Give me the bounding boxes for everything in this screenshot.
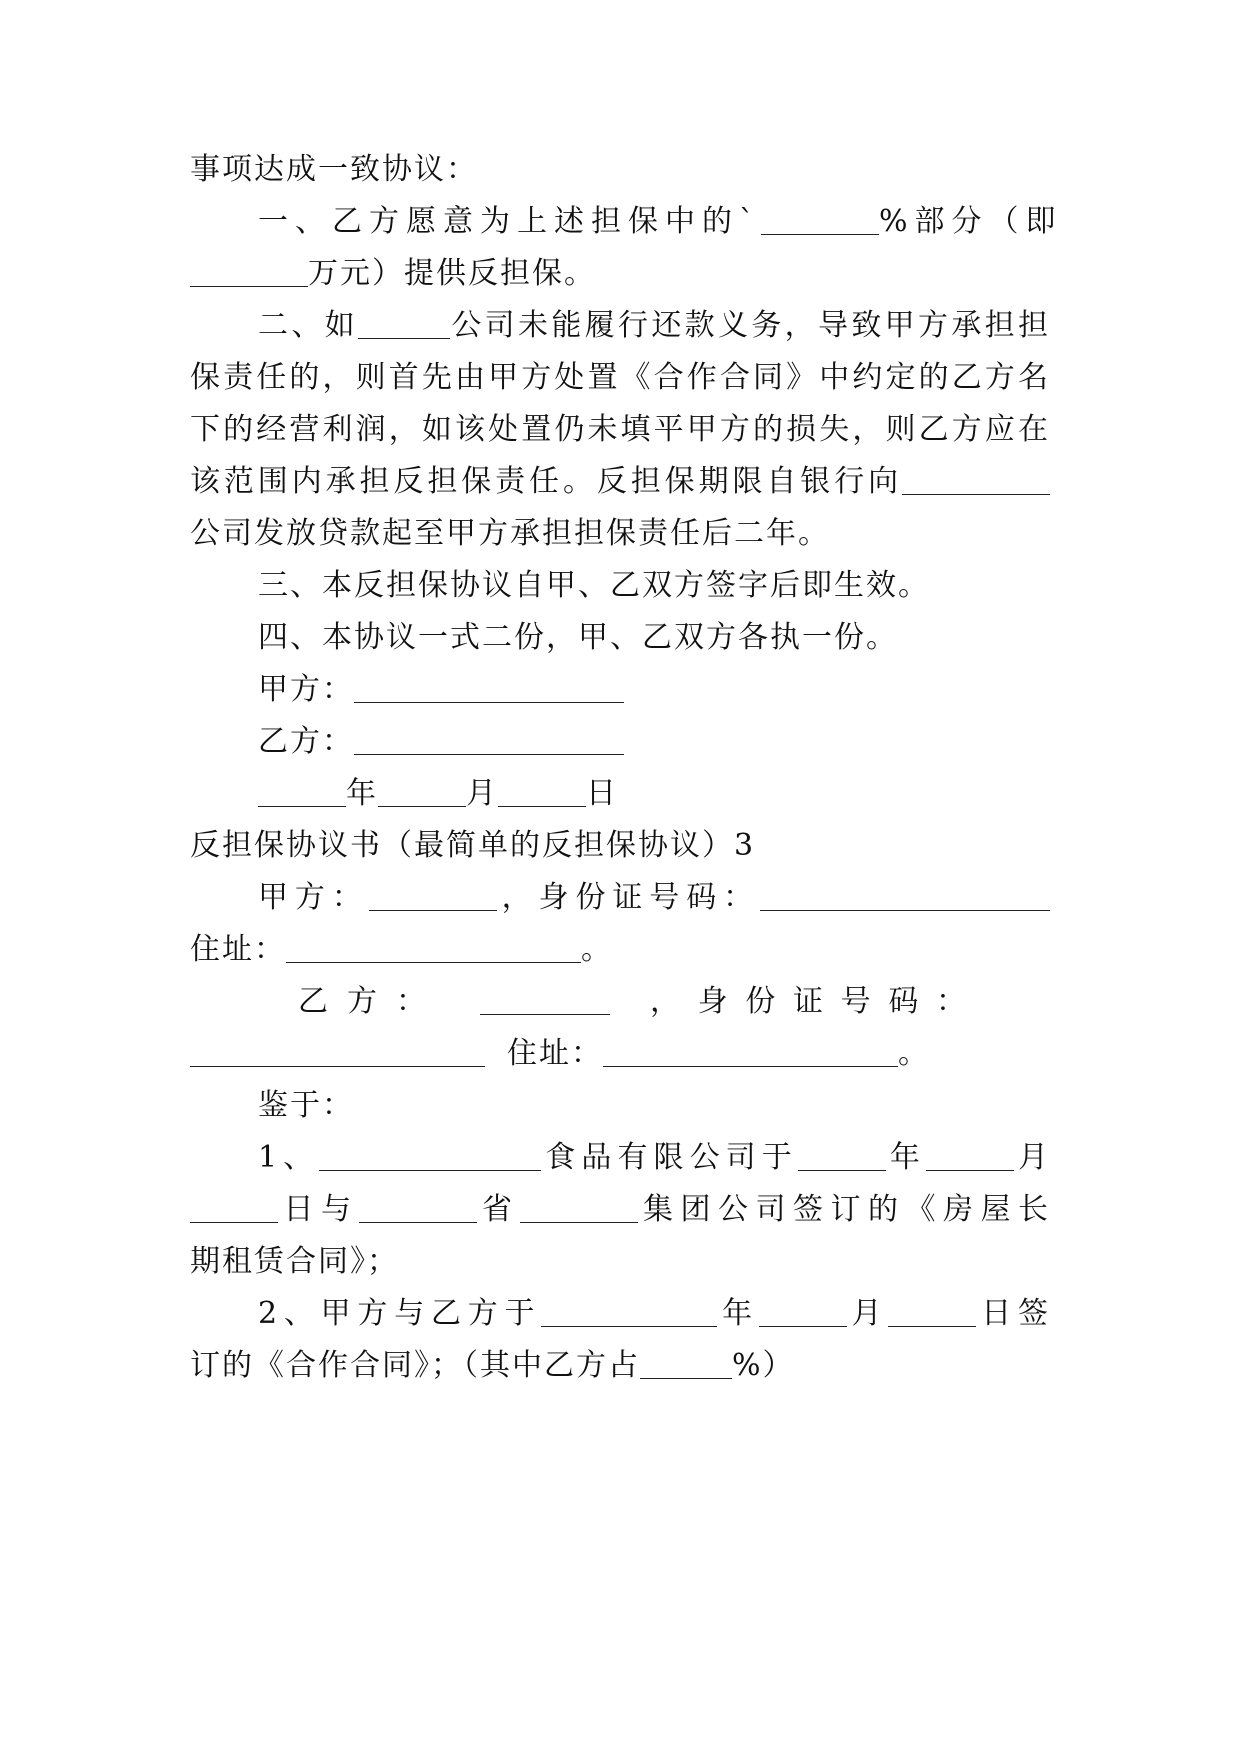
clause-2-line-5: 公司发放贷款起至甲方承担担保责任后二年。 bbox=[190, 516, 830, 551]
share-percent-blank bbox=[640, 1348, 732, 1379]
intro-line: 事项达成一致协议： bbox=[190, 152, 478, 187]
whereas-1-line-1: 1、 食品有限公司于 年 月 bbox=[258, 1140, 1051, 1175]
percent-blank bbox=[761, 204, 879, 235]
food-company-blank bbox=[319, 1140, 541, 1171]
company-blank bbox=[358, 308, 450, 339]
whereas-1-line-2: 日与 省 集团公司签订的《房屋长 bbox=[190, 1190, 1050, 1230]
year-blank bbox=[258, 776, 346, 807]
party-a-address: 住址： 。 bbox=[190, 932, 613, 967]
bank-company-blank bbox=[902, 464, 1050, 495]
party-a-name-blank bbox=[369, 880, 497, 911]
party-b-name-blank bbox=[480, 984, 610, 1015]
w1-day-blank bbox=[190, 1192, 278, 1223]
party-b-address-blank bbox=[603, 1036, 898, 1067]
party-b-info: 乙 方 ： ， 身 份 证 号 码 ： bbox=[298, 984, 968, 1019]
amount-blank bbox=[190, 256, 308, 287]
clause-4: 四、本协议一式二份，甲、乙双方各执一份。 bbox=[258, 620, 898, 655]
party-b-id-address: 住址： 。 bbox=[190, 1034, 1050, 1074]
whereas-2-line-1: 2、甲方与乙方于 年 月 日签 bbox=[258, 1296, 1051, 1331]
month-blank bbox=[378, 776, 466, 807]
w2-month-blank bbox=[759, 1296, 847, 1327]
clause-1-line-1: 一、乙方愿意为上述担保中的` %部分（即 bbox=[258, 204, 1063, 239]
party-a-signature: 甲方： bbox=[258, 670, 1050, 710]
party-a-blank bbox=[354, 672, 624, 703]
province-blank bbox=[359, 1192, 477, 1223]
party-a-info: 甲方： ，身份证号码： bbox=[258, 878, 1050, 918]
day-blank bbox=[498, 776, 586, 807]
whereas-2-line-2: 订的《合作合同》；（其中乙方占 %） bbox=[190, 1348, 795, 1383]
clause-1-line-2: 万元）提供反担保。 bbox=[190, 254, 1050, 294]
whereas-1-line-3: 期租赁合同》； bbox=[190, 1244, 399, 1279]
clause-2-line-3: 下的经营利润，如该处置仍未填平甲方的损失，则乙方应在 bbox=[190, 412, 1050, 447]
party-a-address-blank bbox=[286, 932, 581, 963]
party-b-id-blank bbox=[190, 1036, 485, 1067]
section-title: 反担保协议书（最简单的反担保协议）3 bbox=[190, 828, 756, 863]
clause-3: 三、本反担保协议自甲、乙双方签字后即生效。 bbox=[258, 568, 930, 603]
clause-2-line-2: 保责任的，则首先由甲方处置《合作合同》中约定的乙方名 bbox=[190, 360, 1050, 395]
clause-2-line-1: 二、如 公司未能履行还款义务，导致甲方承担担 bbox=[258, 308, 1050, 343]
party-b-signature: 乙方： bbox=[258, 722, 1050, 762]
party-b-blank bbox=[354, 724, 624, 755]
w2-year-blank bbox=[541, 1296, 717, 1327]
party-a-id-blank bbox=[760, 880, 1050, 911]
clause-2-line-4: 该范围内承担反担保责任。反担保期限自银行向 bbox=[190, 462, 1050, 502]
w2-day-blank bbox=[888, 1296, 976, 1327]
whereas-heading: 鉴于： bbox=[258, 1088, 354, 1123]
w1-month-blank bbox=[926, 1140, 1014, 1171]
group-blank bbox=[520, 1192, 638, 1223]
date-line: 年 月 日 bbox=[258, 774, 1050, 814]
w1-year-blank bbox=[798, 1140, 886, 1171]
